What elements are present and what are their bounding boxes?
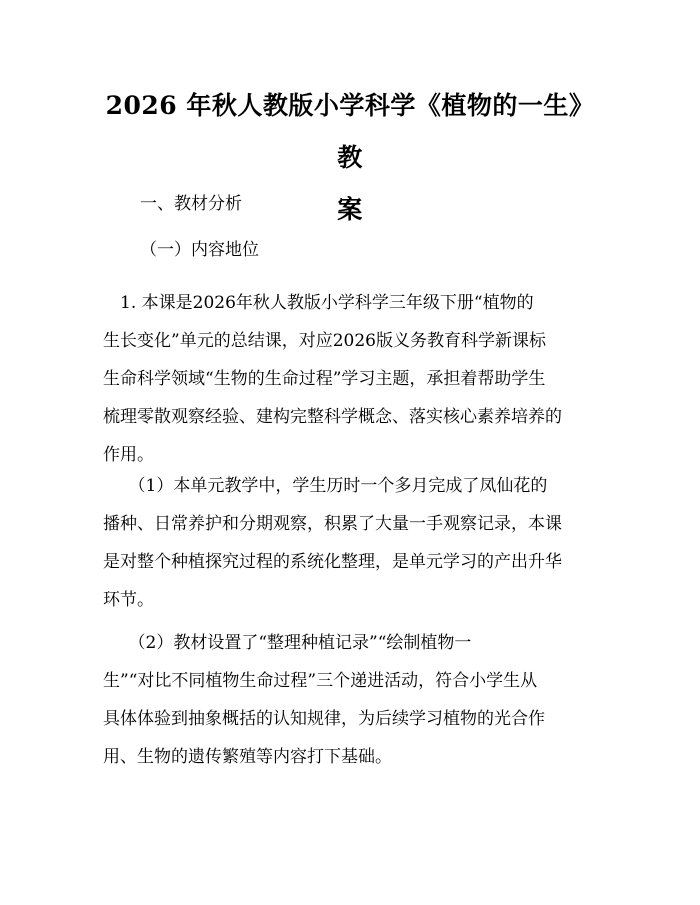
paragraph-line: 生”“对比不同植物生命过程”三个递进活动，符合小学生从 xyxy=(103,671,538,691)
section-heading: 一、教材分析 xyxy=(140,194,242,214)
paragraph-line: 播种、日常养护和分期观察，积累了大量一手观察记录，本课 xyxy=(103,514,562,534)
paragraph-line: 作用。 xyxy=(103,445,154,465)
paragraph-line: 生命科学领域“生物的生命过程”学习主题，承担着帮助学生 xyxy=(103,369,546,389)
paragraph-line: 1. 本课是2026年秋人教版小学科学三年级下册“植物的 xyxy=(103,293,534,313)
subsection-heading: （一）内容地位 xyxy=(140,240,259,260)
paragraph-line: 生长变化”单元的总结课，对应2026版义务教育科学新课标 xyxy=(103,331,546,351)
paragraph-1 xyxy=(103,284,600,474)
title-line-2: 案 xyxy=(337,195,363,224)
paragraph-line: 梳理零散观察经验、建构完整科学概念、落实核心素养培养的 xyxy=(103,407,562,427)
paragraph-line: 具体体验到抽象概括的认知规律，为后续学习植物的光合作 xyxy=(103,709,545,729)
paragraph-line: 用、生物的遗传繁殖等内容打下基础。 xyxy=(103,747,392,767)
paragraph-line: 是对整个种植探究过程的系统化整理，是单元学习的产出升华 xyxy=(103,552,562,572)
paragraph-line: （1）本单元教学中，学生历时一个多月完成了凤仙花的 xyxy=(103,476,548,496)
paragraph-2 xyxy=(103,467,600,619)
paragraph-line: （2）教材设置了“整理种植记录”“绘制植物一 xyxy=(103,633,472,653)
paragraph-3 xyxy=(103,624,600,776)
title-line-1: 2026 年秋人教版小学科学《植物的一生》教 xyxy=(105,91,595,172)
paragraph-line: 环节。 xyxy=(103,590,154,610)
